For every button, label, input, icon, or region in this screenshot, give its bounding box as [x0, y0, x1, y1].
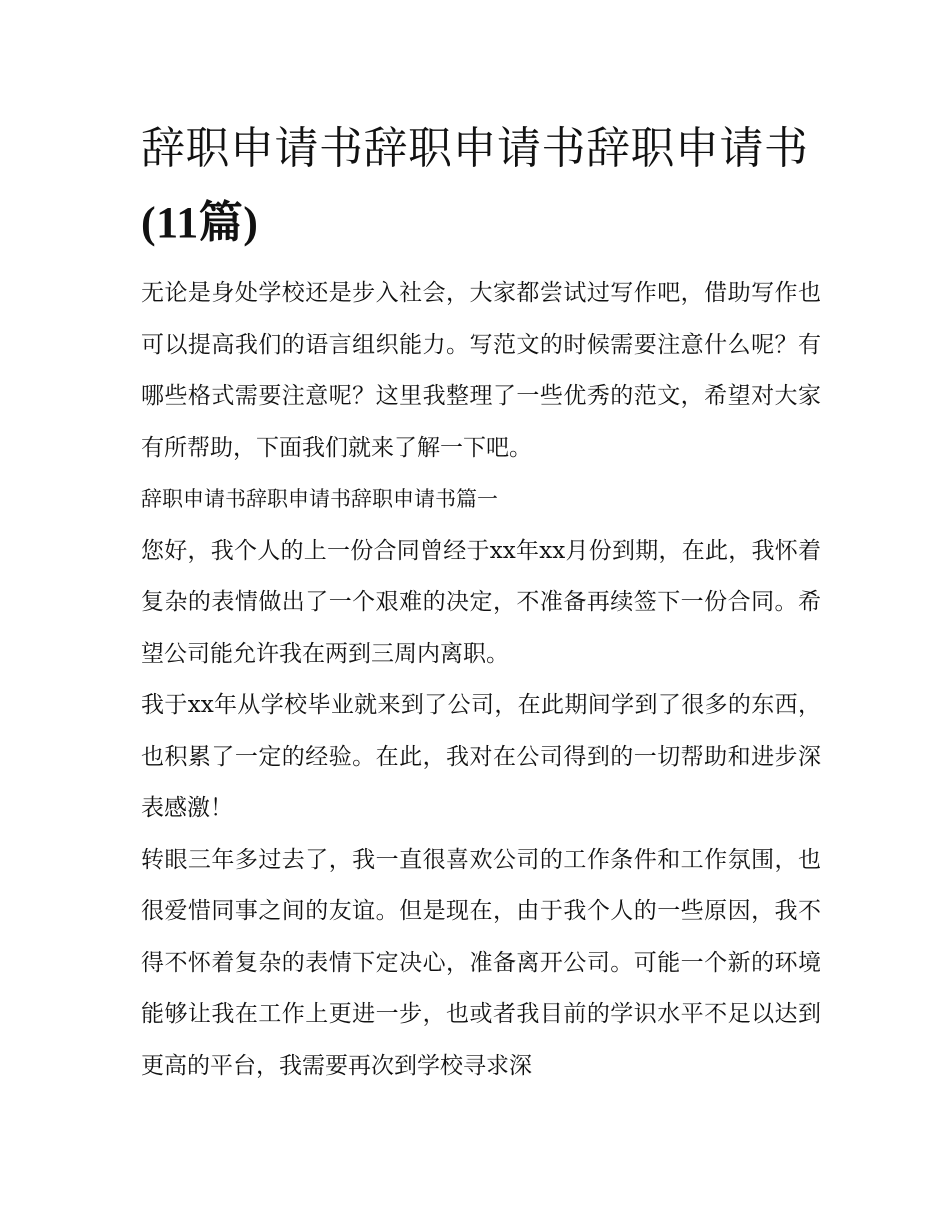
body-paragraph-1: 您好，我个人的上一份合同曾经于xx年xx月份到期，在此，我怀着复杂的表情做出了一个艰难的决定，不准备再续签下一份合同。希望公司能允许我在两到三周内离职。: [141, 537, 821, 667]
document-title-suffix: (11篇): [141, 198, 259, 247]
document-page: [141, 112, 821, 1092]
intro-paragraph: 无论是身处学校还是步入社会，大家都尝试过写作吧，借助写作也可以提高我们的语言组织能力。写范文的时候需要注意什么呢？有哪些格式需要注意呢？这里我整理了一些优秀的范文，希望对大家有所帮助，下面我们就来了解一下吧。: [141, 280, 821, 461]
document-title: [141, 112, 821, 260]
body-paragraph-3: 转眼三年多过去了，我一直很喜欢公司的工作条件和工作氛围，也很爱惜同事之间的友谊。但是现在，由于我个人的一些原因，我不得不怀着复杂的表情下定决心，准备离开公司。可能一个新的环境能够让我在工作上更进一步，也或者我目前的学识水平不足以达到更高的平台，我需要再次到学校寻求深: [141, 846, 821, 1079]
section-heading: 辞职申请书辞职申请书辞职申请书篇一: [141, 487, 498, 511]
document-title-main: 辞职申请书辞职申请书辞职申请书: [141, 123, 809, 174]
body-paragraph-2: 我于xx年从学校毕业就来到了公司，在此期间学到了很多的东西，也积累了一定的经验。在此，我对在公司得到的一切帮助和进步深表感激！: [141, 692, 821, 821]
